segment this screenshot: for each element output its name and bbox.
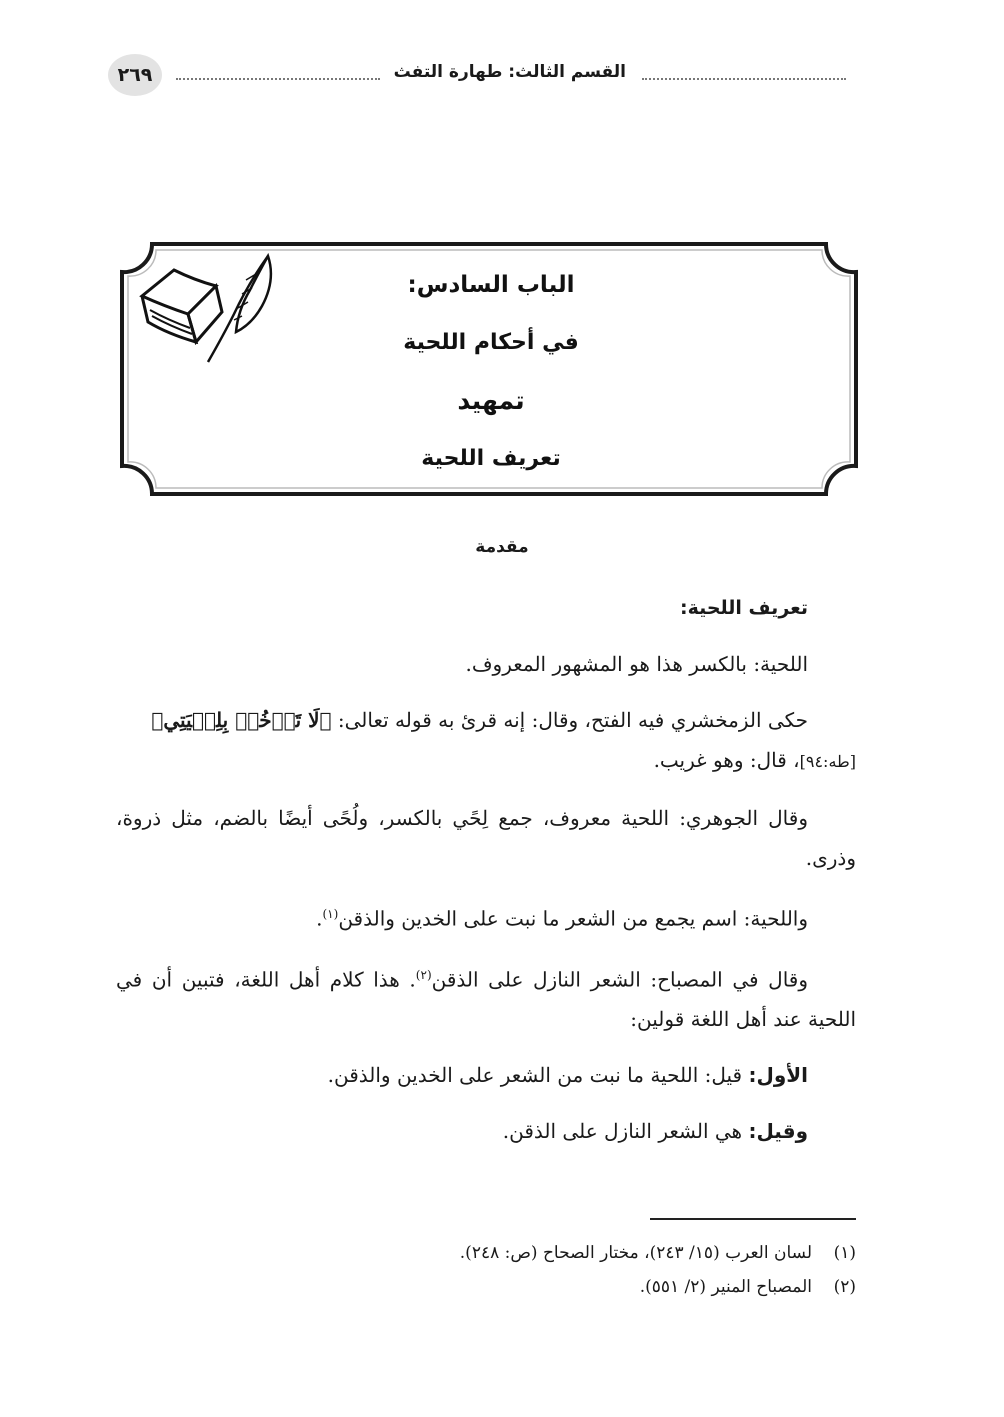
footnote-1 bbox=[116, 1236, 856, 1270]
section-heading: تعريف اللحية: bbox=[679, 597, 808, 619]
quran-quote: ﴿لَا تَأۡخُذۡ بِلِحۡيَتِي﴾ bbox=[151, 708, 332, 732]
paragraph-1: اللحية: بالكسر هذا هو المشهور المعروف. bbox=[465, 652, 808, 676]
paragraph-5 bbox=[116, 955, 856, 1040]
header-dots-left bbox=[176, 78, 380, 80]
paragraph-2-tail: ، قال: وهو غريب. bbox=[653, 748, 800, 772]
paragraph-3: وقال الجوهري: اللحية معروف، جمع لِحًي بالكسر، ولُحًى أيضًا بالضم، مثل ذروة، وذرى. bbox=[116, 806, 856, 870]
footnote-ref-1[interactable]: (١) bbox=[322, 907, 339, 921]
first-opinion-label: الأول: bbox=[748, 1063, 808, 1088]
chapter-topic: تعريف اللحية bbox=[421, 446, 561, 471]
paragraph-7 bbox=[116, 1111, 856, 1151]
paragraph-2 bbox=[116, 700, 856, 782]
footnote-ref-2[interactable]: (٢) bbox=[415, 967, 432, 982]
running-header bbox=[108, 54, 856, 98]
second-opinion-label: وقيل: bbox=[748, 1119, 808, 1144]
chapter-preface: تمهيد bbox=[457, 386, 525, 415]
paragraph-4-text: واللحية: اسم يجمع من الشعر ما نبت على الخدين والذقن bbox=[338, 906, 808, 931]
chapter-title-block bbox=[316, 266, 666, 498]
footnotes bbox=[116, 1236, 856, 1304]
chapter-number: الباب السادس: bbox=[407, 272, 575, 298]
paragraph-6 bbox=[116, 1055, 856, 1095]
paragraph-4 bbox=[116, 894, 856, 939]
footnote-2 bbox=[116, 1270, 856, 1304]
section-title: القسم الثالث: طهارة التفث bbox=[393, 62, 626, 82]
body-text bbox=[116, 588, 856, 1167]
page-number: ٢٦٩ bbox=[108, 54, 162, 96]
chapter-subject: في أحكام اللحية bbox=[403, 330, 579, 355]
intro-heading: مقدمة bbox=[475, 537, 529, 557]
footnote-1-number: (١) bbox=[833, 1243, 856, 1263]
footnote-1-text: لسان العرب (١٥/ ٢٤٣)، مختار الصحاح (ص: ٢٤٨). bbox=[459, 1243, 812, 1263]
quran-reference: [طه:٩٤] bbox=[799, 752, 856, 771]
chapter-title-frame bbox=[116, 238, 862, 500]
open-book-quill-icon bbox=[138, 250, 286, 370]
footnote-2-number: (٢) bbox=[833, 1277, 856, 1297]
paragraph-2-text: حكى الزمخشري فيه الفتح، وقال: إنه قرئ به قوله تعالى: bbox=[331, 708, 808, 732]
header-dots-right bbox=[642, 78, 846, 80]
paragraph-5-tail: . هذا كلام أهل اللغة، فتبين أن في اللحية عند أهل اللغة قولين: bbox=[116, 967, 856, 1032]
paragraph-4-end: . bbox=[316, 906, 323, 931]
footnote-2-text: المصباح المنير (٢/ ٥٥١). bbox=[639, 1277, 812, 1297]
footnote-divider bbox=[650, 1218, 856, 1220]
paragraph-5-text: وقال في المصباح: الشعر النازل على الذقن bbox=[431, 967, 809, 992]
first-opinion-text: قيل: اللحية ما نبت من الشعر على الخدين والذقن. bbox=[327, 1063, 749, 1088]
second-opinion-text: هي الشعر النازل على الذقن. bbox=[502, 1119, 749, 1144]
